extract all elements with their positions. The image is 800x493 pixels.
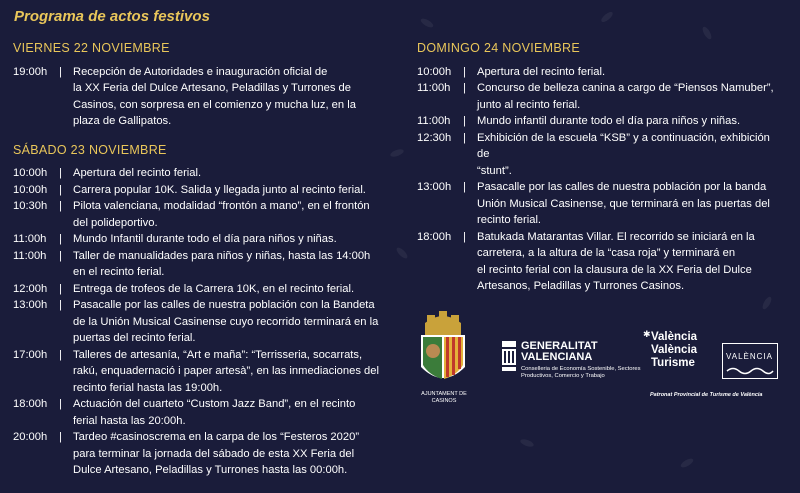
event-row bbox=[417, 130, 783, 180]
leaf-decoration bbox=[519, 438, 534, 448]
left-column bbox=[13, 40, 385, 479]
event-description bbox=[477, 64, 783, 81]
event-line: Casinos, con sorpresa en el comienzo y mucha luz, en la bbox=[73, 98, 356, 111]
event-separator: | bbox=[59, 282, 62, 295]
event-row bbox=[13, 347, 385, 397]
sponsor-logos bbox=[415, 305, 795, 405]
event-line: para terminar la jornada del sábado de esta XX Feria del bbox=[73, 447, 355, 460]
event-row bbox=[13, 297, 385, 347]
event-description bbox=[73, 429, 385, 479]
event-row bbox=[417, 80, 783, 113]
vt-line-2: València bbox=[651, 344, 698, 356]
event-separator: | bbox=[463, 65, 466, 78]
event-separator: | bbox=[463, 82, 466, 94]
event-time: 18:00h bbox=[417, 230, 452, 243]
event-line: en el recinto ferial. bbox=[73, 266, 165, 278]
event-row bbox=[13, 248, 385, 281]
event-row bbox=[13, 429, 385, 479]
generalitat-subtitle: Conselleria de Economía Sostenible, Sectores Productivos, Comercio y Trabajo bbox=[521, 366, 641, 379]
event-time: 17:00h bbox=[13, 348, 48, 361]
event-line: la XX Feria del Dulce Artesano, Peladillas y Turrones de bbox=[73, 82, 351, 94]
event-line: Pasacalle por las calles de nuestra población por la banda bbox=[477, 181, 767, 193]
generalitat-line-2: VALENCIANA bbox=[521, 351, 593, 363]
event-line: Recepción de Autoridades e inauguración oficial de bbox=[73, 65, 328, 78]
event-line: Exhibición de la escuela “KSB” y a continuación, exhibición de bbox=[477, 131, 770, 160]
event-time: 12:00h bbox=[13, 282, 48, 295]
event-time: 13:00h bbox=[13, 299, 48, 311]
wave-icon bbox=[723, 366, 777, 376]
event-row bbox=[13, 165, 385, 182]
page-title: Programa de actos festivos bbox=[14, 8, 210, 25]
event-separator: | bbox=[59, 431, 62, 443]
generalitat-line-1: GENERALITAT bbox=[521, 340, 598, 352]
patronato-caption: Patronat Provincial de Turisme de València bbox=[650, 392, 763, 398]
event-description bbox=[73, 231, 385, 248]
vt-line-1: València bbox=[651, 331, 698, 343]
event-time: 12:30h bbox=[417, 131, 452, 144]
valencia-turisme-logo bbox=[643, 329, 718, 379]
event-line: Concurso de belleza canina a cargo de “Piensos Namuber”, bbox=[477, 82, 774, 94]
event-description bbox=[73, 347, 385, 397]
event-separator: | bbox=[59, 65, 62, 78]
leaf-decoration bbox=[419, 17, 434, 29]
star-icon: ✱ bbox=[643, 329, 651, 339]
event-row bbox=[417, 229, 783, 295]
event-separator: | bbox=[59, 233, 62, 245]
day-heading-domingo: DOMINGO 24 NOVIEMBRE bbox=[417, 41, 580, 55]
event-separator: | bbox=[59, 348, 62, 361]
leaf-decoration bbox=[600, 10, 615, 24]
event-separator: | bbox=[59, 200, 62, 212]
event-separator: | bbox=[59, 183, 62, 196]
event-description bbox=[73, 198, 385, 231]
event-time: 10:00h bbox=[13, 183, 48, 196]
event-time: 10:00h bbox=[417, 65, 452, 78]
event-separator: | bbox=[463, 230, 466, 243]
event-line: Dulce Artesano, Peladillas y Turrones hasta las 00:00h. bbox=[73, 464, 348, 476]
event-line: junto al recinto ferial. bbox=[477, 98, 581, 111]
event-line: carretera, a la altura de la “casa roja” y terminará en bbox=[477, 247, 736, 259]
event-description bbox=[73, 297, 385, 347]
event-time: 11:00h bbox=[13, 249, 47, 262]
event-description bbox=[73, 281, 385, 298]
event-line: recinto ferial. bbox=[477, 214, 542, 226]
leaf-decoration bbox=[389, 148, 404, 158]
event-line: Carrera popular 10K. Salida y llegada junto al recinto ferial. bbox=[73, 183, 366, 196]
event-row bbox=[13, 396, 385, 429]
event-time: 11:00h bbox=[13, 233, 47, 245]
event-description bbox=[477, 113, 783, 130]
event-line: el recinto ferial con la clausura de la XX Feria del Dulce bbox=[477, 263, 752, 276]
event-row bbox=[417, 64, 783, 81]
event-time: 20:00h bbox=[13, 431, 48, 443]
event-description bbox=[73, 396, 385, 429]
day-heading-viernes: VIERNES 22 NOVIEMBRE bbox=[13, 41, 170, 55]
event-time: 10:30h bbox=[13, 200, 48, 212]
event-line: Apertura del recinto ferial. bbox=[477, 65, 606, 78]
event-line: Actuación del cuarteto “Custom Jazz Band”, en el recinto bbox=[73, 398, 356, 410]
event-line: recinto ferial hasta las 19:00h. bbox=[73, 381, 223, 394]
event-row bbox=[13, 64, 385, 130]
event-separator: | bbox=[59, 249, 62, 262]
right-column bbox=[417, 40, 783, 295]
day-heading-sabado: SÁBADO 23 NOVIEMBRE bbox=[13, 142, 167, 157]
vt-line-3: Turisme bbox=[651, 357, 695, 369]
generalitat-emblem-icon bbox=[499, 339, 519, 373]
leaf-decoration bbox=[701, 25, 713, 40]
event-description bbox=[73, 64, 385, 130]
event-line: Taller de manualidades para niños y niñas, hasta las 14:00h bbox=[73, 249, 371, 262]
event-row bbox=[13, 198, 385, 231]
event-time: 11:00h bbox=[417, 82, 451, 94]
event-description bbox=[477, 179, 783, 229]
event-line: Apertura del recinto ferial. bbox=[73, 167, 202, 179]
event-list-sabado bbox=[13, 165, 385, 479]
event-line: Batukada Matarantas Villar. El recorrido se iniciará en la bbox=[477, 230, 755, 243]
event-line: plaza de Gallipatos. bbox=[73, 115, 172, 127]
event-separator: | bbox=[59, 398, 62, 410]
event-description bbox=[477, 229, 783, 295]
event-list-viernes bbox=[13, 64, 385, 130]
event-line: Mundo infantil durante todo el día para niños y niñas. bbox=[477, 115, 741, 127]
event-time: 19:00h bbox=[13, 65, 48, 78]
event-description bbox=[73, 248, 385, 281]
event-line: del polideportivo. bbox=[73, 216, 158, 229]
event-separator: | bbox=[463, 181, 466, 193]
event-line: puertas del recinto ferial. bbox=[73, 332, 196, 344]
event-row bbox=[417, 113, 783, 130]
event-time: 10:00h bbox=[13, 167, 48, 179]
event-row bbox=[13, 182, 385, 199]
event-line: Talleres de artesanía, “Art e maña”: “Terrisseria, socarrats, bbox=[73, 348, 363, 361]
event-time: 18:00h bbox=[13, 398, 48, 410]
event-separator: | bbox=[463, 115, 466, 127]
leaf-decoration bbox=[395, 246, 409, 260]
event-line: ferial hasta las 20:00h. bbox=[73, 414, 186, 427]
event-separator: | bbox=[59, 299, 62, 311]
event-separator: | bbox=[463, 131, 466, 144]
event-description bbox=[73, 165, 385, 182]
crest-icon bbox=[415, 305, 471, 391]
generalitat-name bbox=[521, 341, 598, 363]
crest-caption: AJUNTAMENT DE CASINOS bbox=[421, 391, 467, 404]
event-row bbox=[13, 281, 385, 298]
event-line: Pilota valenciana, modalidad “frontón a mano”, en el frontón bbox=[73, 200, 370, 212]
valencia-brand-logo bbox=[722, 343, 778, 379]
casinos-crest-logo bbox=[415, 305, 471, 405]
event-line: Mundo Infantil durante todo el día para niños y niñas. bbox=[73, 233, 337, 245]
event-separator: | bbox=[59, 167, 62, 179]
event-row bbox=[13, 231, 385, 248]
event-time: 13:00h bbox=[417, 181, 452, 193]
event-line: “stunt”. bbox=[477, 164, 512, 177]
event-line: Tardeo #casinoscrema en la carpa de los “Festeros 2020” bbox=[73, 431, 360, 443]
event-description bbox=[73, 182, 385, 199]
event-description bbox=[477, 80, 783, 113]
event-description bbox=[477, 130, 783, 180]
valencia-word: VALÈNCIA bbox=[726, 352, 773, 361]
event-line: Artesanos, Peladillas y Turrones Casinos. bbox=[477, 280, 685, 292]
event-line: Pasacalle por las calles de nuestra población con la Bandeta bbox=[73, 299, 375, 311]
event-list-domingo bbox=[417, 64, 783, 295]
leaf-decoration bbox=[679, 457, 694, 469]
event-line: rakú, enquadernació i paper artesà”, en las inmediaciones del bbox=[73, 365, 379, 377]
event-row bbox=[417, 179, 783, 229]
event-time: 11:00h bbox=[417, 115, 451, 127]
event-line: Entrega de trofeos de la Carrera 10K, en el recinto ferial. bbox=[73, 282, 355, 295]
generalitat-logo bbox=[499, 335, 641, 405]
event-line: de la Unión Musical Casinense cuyo recorrido terminará en la bbox=[73, 315, 379, 328]
event-line: Unión Musical Casinense, que terminará en las puertas del bbox=[477, 197, 770, 210]
